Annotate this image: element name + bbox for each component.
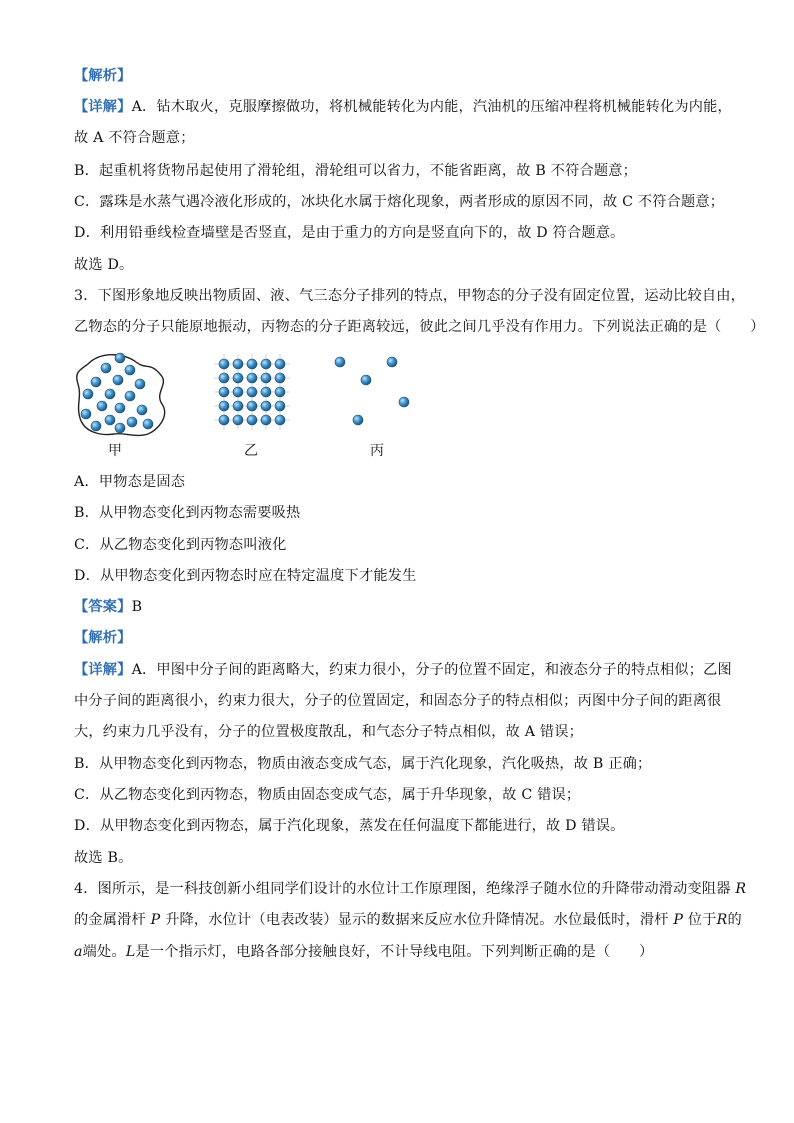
answer-value: B [131,599,143,615]
solid-molecule [219,387,229,397]
answer-tag: 【答案】 [74,599,132,615]
solid-molecule [247,373,257,383]
detail-text: A．钻木取火，克服摩擦做功，将机械能转化为内能，汽油机的压缩冲程将机械能转化为内能， [131,99,732,115]
solid-molecule [219,401,229,411]
gas-molecule [387,357,397,367]
answer-line [74,597,142,617]
text-span: 位于 [683,912,717,928]
label-jia: 甲 [108,443,122,459]
solid-molecule [261,373,271,383]
symbol-r: R [735,881,747,897]
text-line: 中分子间的距离很小，约束力很大，分子的位置固定，和固态分子的特点相似；丙图中分子间的距离很 [74,693,722,709]
text-span: 是一个指示灯，电路各部分接触良好，不计导线电阻。下列判断正确的是（ ） [135,944,654,960]
liquid-molecule [101,363,111,373]
solid-molecule [247,401,257,411]
detail-paragraph-2 [74,660,732,680]
gas-molecule [353,415,363,425]
solid-molecule [275,387,285,397]
gas-molecule [361,375,371,385]
solid-molecule [233,359,243,369]
question-4-text [74,942,653,962]
detail-text: A．甲图中分子间的距离略大，约束力很小，分子的位置不固定，和液态分子的特点相似；乙图 [131,662,732,678]
solid-molecule [233,401,243,411]
solid-molecule [247,415,257,425]
solid-molecule [233,415,243,425]
text-span: 的 [727,912,742,928]
symbol-p: P [673,912,684,928]
text-span: 4．图所示，是一科技创新小组同学们设计的水位计工作原理图，绝缘浮子随水位的升降带动滑动变阻器 [74,881,736,897]
solid-molecule [275,373,285,383]
solid-molecule [261,415,271,425]
liquid-molecule [105,415,115,425]
solid-molecule [275,415,285,425]
solid-molecule [261,387,271,397]
solid-molecule [275,359,285,369]
solid-molecule [247,387,257,397]
symbol-r: R [716,912,728,928]
liquid-molecule [127,417,137,427]
text-line: 大，约束力几乎没有，分子的位置极度散乱，和气态分子特点相似，故 A 错误； [74,724,584,740]
liquid-molecule [115,353,125,363]
symbol-a: a [74,944,83,960]
label-bing: 丙 [370,443,384,459]
symbol-p: P [150,912,161,928]
solid-molecule [219,373,229,383]
solid-molecule [275,401,285,411]
text-line: C．露珠是水蒸气遇冷液化形成的，冰块化水属于熔化现象，两者形成的原因不同，故 C 不符合题意； [74,194,725,210]
liquid-molecule [115,403,125,413]
gas-molecule [335,357,345,367]
liquid-molecule [105,389,115,399]
liquid-molecule [135,379,145,389]
gas-molecule [399,397,409,407]
question-4-text [74,910,742,930]
liquid-molecule [97,401,107,411]
liquid-molecule [81,409,91,419]
question-3-text: 3．下图形象地反映出物质固、液、气三态分子排列的特点，甲物态的分子没有固定位置，运动比较自由， [74,288,746,304]
liquid-molecule [137,405,147,415]
label-yi: 乙 [244,443,258,459]
text-span: 升降，水位计（电表改装）显示的数据来反应水位升降情况。水位最低时，滑杆 [160,912,674,928]
text-line: 故 A 不符合题意； [74,130,195,146]
detail-paragraph-1 [74,97,732,117]
solid-molecule [233,387,243,397]
liquid-molecule [115,423,125,433]
detail-tag: 【详解】 [74,99,132,115]
detail-tag: 【详解】 [74,662,132,678]
text-line: B．起重机将货物吊起使用了滑轮组，滑轮组可以省力，不能省距离，故 B 不符合题意； [74,163,638,179]
liquid-molecule [143,419,153,429]
text-line: D．利用铅垂线检查墙壁是否竖直，是由于重力的方向是竖直向下的，故 D 符合题意。 [74,225,625,241]
analysis-heading-1: 【解析】 [74,68,132,84]
question-4-text [74,879,746,899]
option-c: C．从乙物态变化到丙物态叫液化 [74,537,287,553]
text-span: 的金属滑杆 [74,912,151,928]
solid-molecule [219,415,229,425]
liquid-molecule [125,365,135,375]
liquid-molecule [83,389,93,399]
answer-conclusion: 故选 B。 [74,850,133,866]
symbol-l: L [125,944,136,960]
liquid-molecule [125,391,135,401]
text-line: D．从甲物态变化到丙物态，属于汽化现象，蒸发在任何温度下都能进行，故 D 错误。 [74,818,625,834]
option-d: D．从甲物态变化到丙物态时应在特定温度下才能发生 [74,568,417,584]
liquid-molecule [91,421,101,431]
option-a: A．甲物态是固态 [74,474,186,490]
answer-conclusion: 故选 D。 [74,257,134,273]
solid-molecule [219,359,229,369]
text-line: B．从甲物态变化到丙物态，物质由液态变成气态，属于汽化现象，汽化吸热，故 B 正确； [74,756,652,772]
solid-molecule [261,401,271,411]
solid-molecule [233,373,243,383]
solid-molecule [247,359,257,369]
liquid-molecule [113,375,123,385]
analysis-heading-2: 【解析】 [74,630,132,646]
solid-molecule [261,359,271,369]
option-b: B．从甲物态变化到丙物态需要吸热 [74,505,301,521]
question-3-text: 乙物态的分子只能原地振动，丙物态的分子距离较远，彼此之间几乎没有作用力。下列说法正确的是（ ） [74,319,765,335]
text-line: C．从乙物态变化到丙物态，物质由固态变成气态，属于升华现象，故 C 错误； [74,787,581,803]
text-span: 端处。 [82,944,126,960]
liquid-molecule [91,377,101,387]
states-of-matter-figure [74,348,434,460]
